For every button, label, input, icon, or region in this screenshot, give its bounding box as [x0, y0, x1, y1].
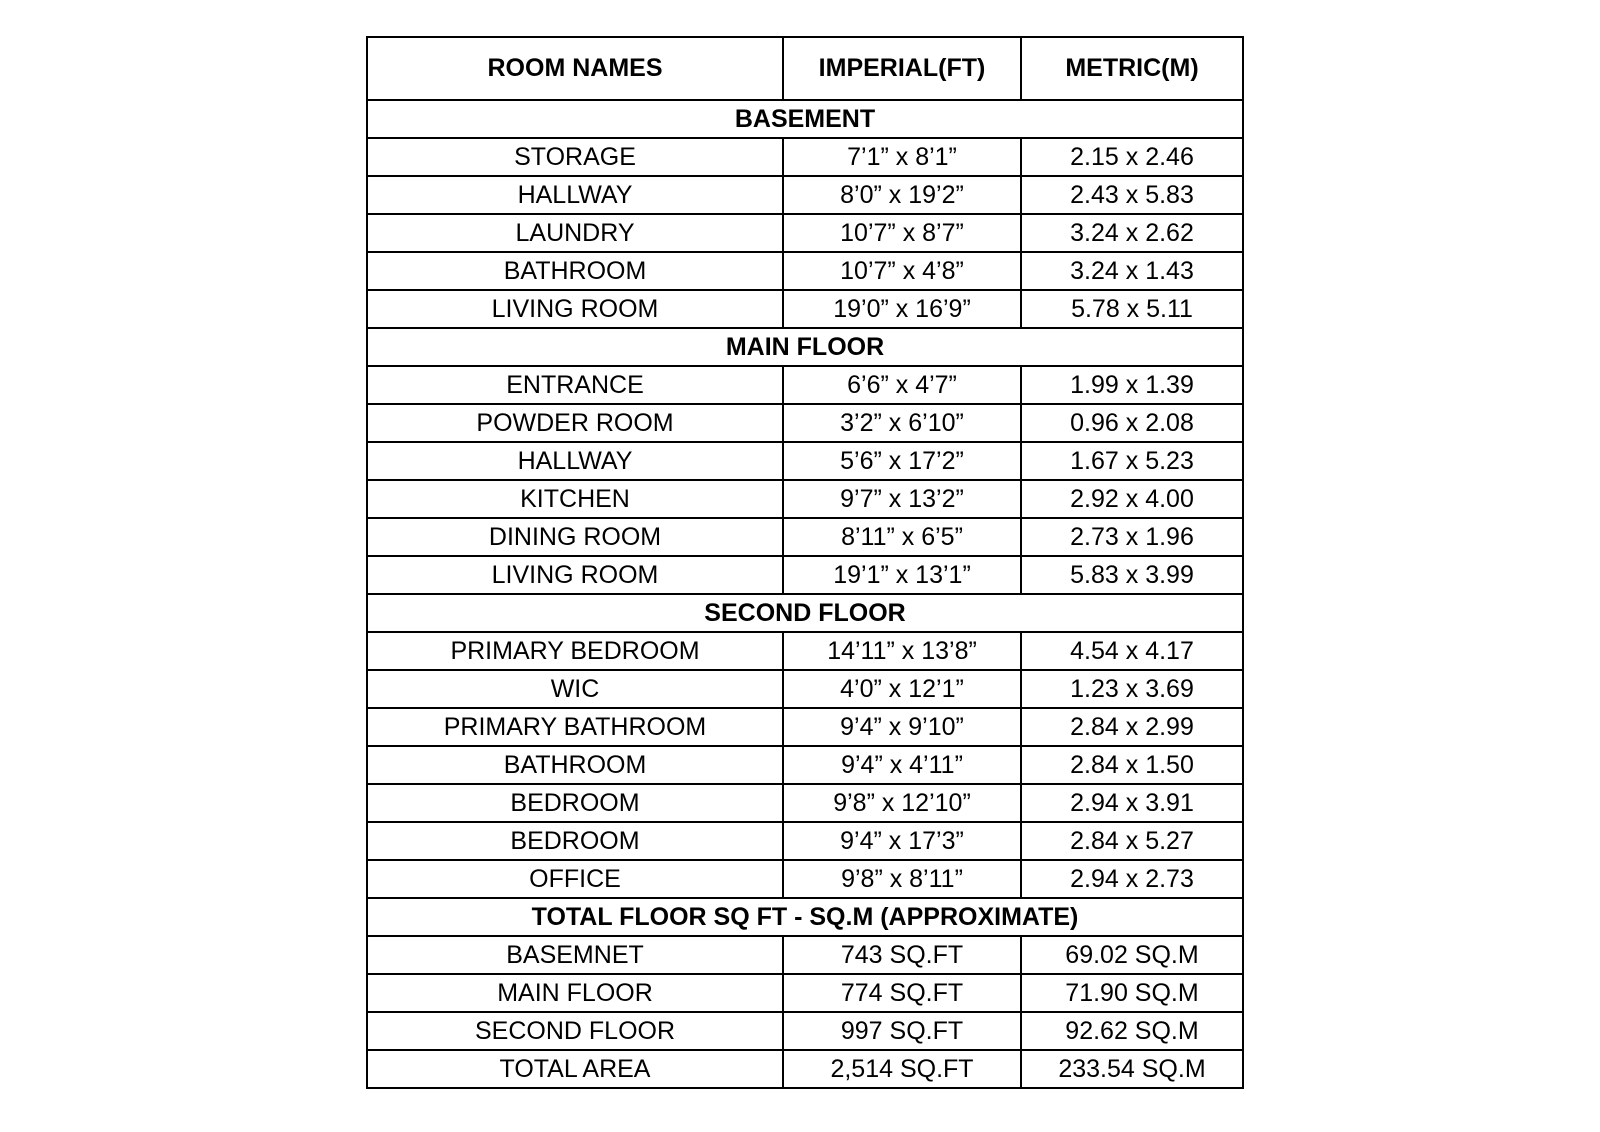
section-row-main-floor	[367, 328, 1243, 366]
table-row	[367, 860, 1243, 898]
table-row	[367, 252, 1243, 290]
table-row	[367, 138, 1243, 176]
table-row	[367, 822, 1243, 860]
imperial-size: 19’0” x 16’9”	[783, 290, 1021, 328]
imperial-size: 5’6” x 17’2”	[783, 442, 1021, 480]
metric-size: 5.78 x 5.11	[1021, 290, 1243, 328]
imperial-size: 9’4” x 4’11”	[783, 746, 1021, 784]
room-name: PRIMARY BATHROOM	[367, 708, 783, 746]
metric-size: 4.54 x 4.17	[1021, 632, 1243, 670]
header-imperial: IMPERIAL(FT)	[783, 37, 1021, 100]
section-row-totals	[367, 898, 1243, 936]
table-row	[367, 404, 1243, 442]
room-name: DINING ROOM	[367, 518, 783, 556]
metric-size: 2.15 x 2.46	[1021, 138, 1243, 176]
imperial-size: 6’6” x 4’7”	[783, 366, 1021, 404]
room-name: HALLWAY	[367, 176, 783, 214]
metric-size: 2.94 x 3.91	[1021, 784, 1243, 822]
imperial-size: 14’11” x 13’8”	[783, 632, 1021, 670]
floor-name: SECOND FLOOR	[367, 1012, 783, 1050]
floor-name: BASEMNET	[367, 936, 783, 974]
imperial-size: 9’4” x 9’10”	[783, 708, 1021, 746]
metric-area: 71.90 SQ.M	[1021, 974, 1243, 1012]
room-name: BEDROOM	[367, 822, 783, 860]
header-row	[367, 37, 1243, 100]
section-title: SECOND FLOOR	[367, 594, 1243, 632]
table-row	[367, 556, 1243, 594]
metric-size: 1.67 x 5.23	[1021, 442, 1243, 480]
room-name: LIVING ROOM	[367, 556, 783, 594]
section-title: BASEMENT	[367, 100, 1243, 138]
room-name: ENTRANCE	[367, 366, 783, 404]
imperial-area: 774 SQ.FT	[783, 974, 1021, 1012]
floor-name: TOTAL AREA	[367, 1050, 783, 1088]
table-row	[367, 936, 1243, 974]
imperial-area: 997 SQ.FT	[783, 1012, 1021, 1050]
table-row	[367, 1012, 1243, 1050]
room-name: WIC	[367, 670, 783, 708]
table-row	[367, 176, 1243, 214]
table-row	[367, 366, 1243, 404]
metric-size: 2.84 x 5.27	[1021, 822, 1243, 860]
header-metric: METRIC(M)	[1021, 37, 1243, 100]
imperial-size: 8’0” x 19’2”	[783, 176, 1021, 214]
imperial-size: 7’1” x 8’1”	[783, 138, 1021, 176]
metric-size: 5.83 x 3.99	[1021, 556, 1243, 594]
metric-size: 3.24 x 1.43	[1021, 252, 1243, 290]
room-name: POWDER ROOM	[367, 404, 783, 442]
table-row	[367, 632, 1243, 670]
section-title: TOTAL FLOOR SQ FT - SQ.M (APPROXIMATE)	[367, 898, 1243, 936]
metric-area: 69.02 SQ.M	[1021, 936, 1243, 974]
imperial-size: 4’0” x 12’1”	[783, 670, 1021, 708]
imperial-size: 9’4” x 17’3”	[783, 822, 1021, 860]
table-row	[367, 518, 1243, 556]
metric-area: 92.62 SQ.M	[1021, 1012, 1243, 1050]
section-row-basement	[367, 100, 1243, 138]
header-room-names: ROOM NAMES	[367, 37, 783, 100]
metric-size: 2.84 x 1.50	[1021, 746, 1243, 784]
room-name: BEDROOM	[367, 784, 783, 822]
imperial-size: 10’7” x 4’8”	[783, 252, 1021, 290]
table-row	[367, 670, 1243, 708]
metric-area: 233.54 SQ.M	[1021, 1050, 1243, 1088]
section-row-second-floor	[367, 594, 1243, 632]
metric-size: 1.99 x 1.39	[1021, 366, 1243, 404]
table-row	[367, 974, 1243, 1012]
room-dimensions-table	[366, 36, 1244, 1089]
room-name: LIVING ROOM	[367, 290, 783, 328]
table-row	[367, 480, 1243, 518]
table-row	[367, 214, 1243, 252]
room-name: PRIMARY BEDROOM	[367, 632, 783, 670]
table-row	[367, 1050, 1243, 1088]
section-title: MAIN FLOOR	[367, 328, 1243, 366]
imperial-size: 9’7” x 13’2”	[783, 480, 1021, 518]
table-row	[367, 442, 1243, 480]
table-row	[367, 708, 1243, 746]
room-name: STORAGE	[367, 138, 783, 176]
room-name: LAUNDRY	[367, 214, 783, 252]
room-name: HALLWAY	[367, 442, 783, 480]
floor-name: MAIN FLOOR	[367, 974, 783, 1012]
table-row	[367, 290, 1243, 328]
metric-size: 1.23 x 3.69	[1021, 670, 1243, 708]
imperial-area: 2,514 SQ.FT	[783, 1050, 1021, 1088]
imperial-size: 19’1” x 13’1”	[783, 556, 1021, 594]
imperial-size: 10’7” x 8’7”	[783, 214, 1021, 252]
metric-size: 2.84 x 2.99	[1021, 708, 1243, 746]
metric-size: 2.92 x 4.00	[1021, 480, 1243, 518]
metric-size: 3.24 x 2.62	[1021, 214, 1243, 252]
metric-size: 2.94 x 2.73	[1021, 860, 1243, 898]
imperial-area: 743 SQ.FT	[783, 936, 1021, 974]
imperial-size: 9’8” x 8’11”	[783, 860, 1021, 898]
room-name: KITCHEN	[367, 480, 783, 518]
room-name: BATHROOM	[367, 746, 783, 784]
room-name: BATHROOM	[367, 252, 783, 290]
imperial-size: 9’8” x 12’10”	[783, 784, 1021, 822]
room-name: OFFICE	[367, 860, 783, 898]
imperial-size: 8’11” x 6’5”	[783, 518, 1021, 556]
metric-size: 2.73 x 1.96	[1021, 518, 1243, 556]
table-row	[367, 784, 1243, 822]
imperial-size: 3’2” x 6’10”	[783, 404, 1021, 442]
table-row	[367, 746, 1243, 784]
metric-size: 0.96 x 2.08	[1021, 404, 1243, 442]
metric-size: 2.43 x 5.83	[1021, 176, 1243, 214]
